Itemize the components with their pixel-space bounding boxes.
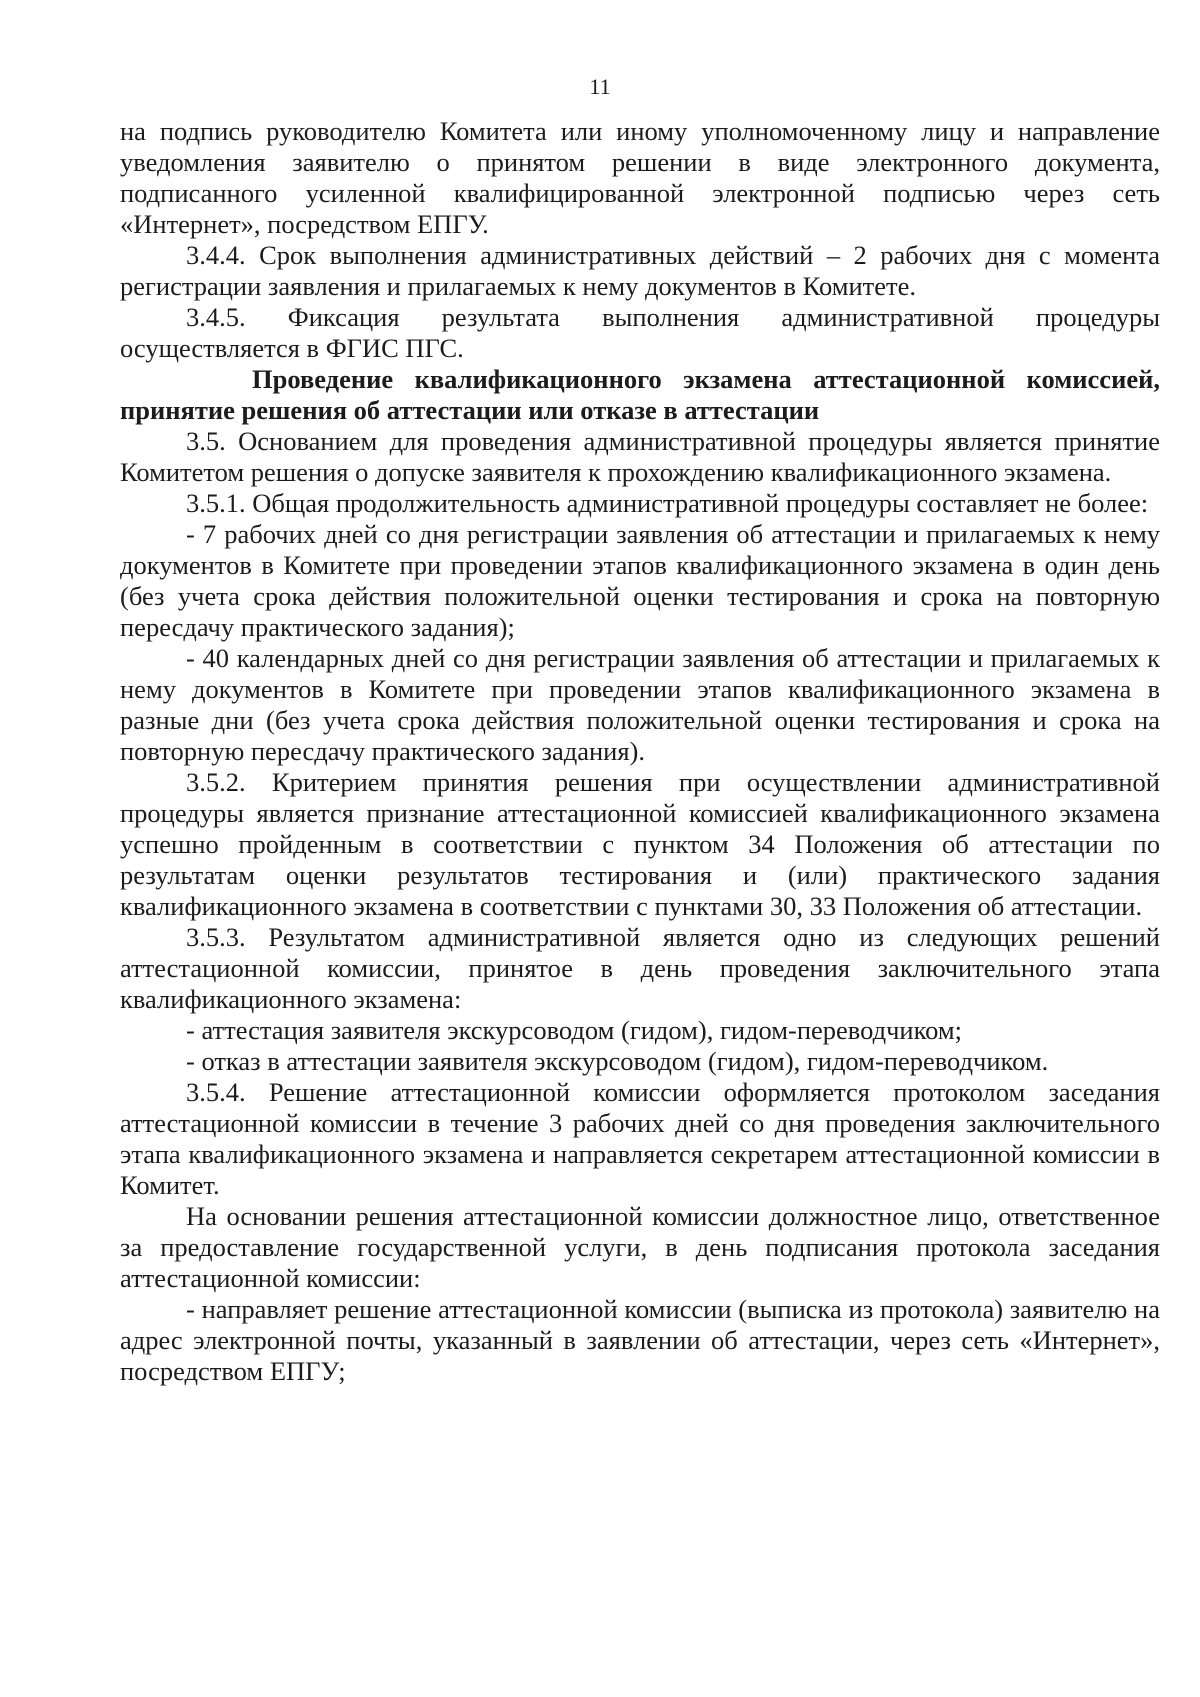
paragraph-3-5-1: 3.5.1. Общая продолжительность административной процедуры составляет не более: — [186, 488, 1149, 518]
paragraph-3-5-3: 3.5.3. Результатом административной является одно из следующих решений аттестационной комиссии, принятое в день проведения заключительного этапа квалификационного экзамена: — [120, 922, 1160, 1014]
list-item-40-days: - 40 календарных дней со дня регистрации заявления об аттестации и прилагаемых к нему документов в Комитете при проведении этапов квалификационного экзамена в разные дни (без учета срока действия положительной оценки тестирования и срока на повторную пересдачу практического задания). — [120, 643, 1160, 766]
list-item-7-days: - 7 рабочих дней со дня регистрации заявления об аттестации и прилагаемых к нему документов в Комитете при проведении этапов квалификационного экзамена в один день (без учета срока действия положительной оценки тестирования и срока на повторную пересдачу практического задания); — [120, 519, 1160, 642]
list-item-refusal: - отказ в аттестации заявителя экскурсоводом (гидом), гидом-переводчиком. — [186, 1046, 1049, 1076]
paragraph-continuation: на подпись руководителю Комитета или иному уполномоченному лицу и направление уведомления заявителю о принятом решении в виде электронного документа, подписанного усиленной квалифицированной электронной подписью через сеть «Интернет», посредством ЕПГУ. — [120, 116, 1160, 239]
page-number: 11 — [589, 74, 611, 99]
paragraph-3-5: 3.5. Основанием для проведения административной процедуры является принятие Комитетом решения о допуске заявителя к прохождению квалификационного экзамена. — [120, 426, 1160, 487]
list-item-sends-decision: - направляет решение аттестационной комиссии (выписка из протокола) заявителю на адрес электронной почты, указанный в заявлении об аттестации, через сеть «Интернет», посредством ЕПГУ; — [120, 1294, 1160, 1386]
paragraph-3-5-4: 3.5.4. Решение аттестационной комиссии оформляется протоколом заседания аттестационной комиссии в течение 3 рабочих дней со дня проведения заключительного этапа квалификационного экзамена и направляется секретарем аттестационной комиссии в Комитет. — [120, 1077, 1160, 1200]
paragraph-3-4-4: 3.4.4. Срок выполнения административных действий – 2 рабочих дня с момента регистрации заявления и прилагаемых к нему документов в Комитете. — [120, 240, 1160, 301]
document-body — [120, 116, 1160, 1387]
section-heading: Проведение квалификационного экзамена аттестационной комиссией, принятие решения об аттестации или отказе в аттестации — [120, 364, 1160, 425]
paragraph-3-4-5: 3.4.5. Фиксация результата выполнения административной процедуры осуществляется в ФГИС ПГС. — [120, 302, 1160, 363]
paragraph-3-5-2: 3.5.2. Критерием принятия решения при осуществлении административной процедуры является признание аттестационной комиссией квалификационного экзамена успешно пройденным в соответствии с пунктом 34 Положения об аттестации по результатам оценки результатов тестирования и (или) практического задания квалификационного экзамена в соответствии с пунктами 30, 33 Положения об аттестации. — [120, 767, 1160, 921]
paragraph-official-actions: На основании решения аттестационной комиссии должностное лицо, ответственное за предоставление государственной услуги, в день подписания протокола заседания аттестационной комиссии: — [120, 1201, 1160, 1293]
list-item-attestation: - аттестация заявителя экскурсоводом (гидом), гидом-переводчиком; — [186, 1015, 963, 1045]
